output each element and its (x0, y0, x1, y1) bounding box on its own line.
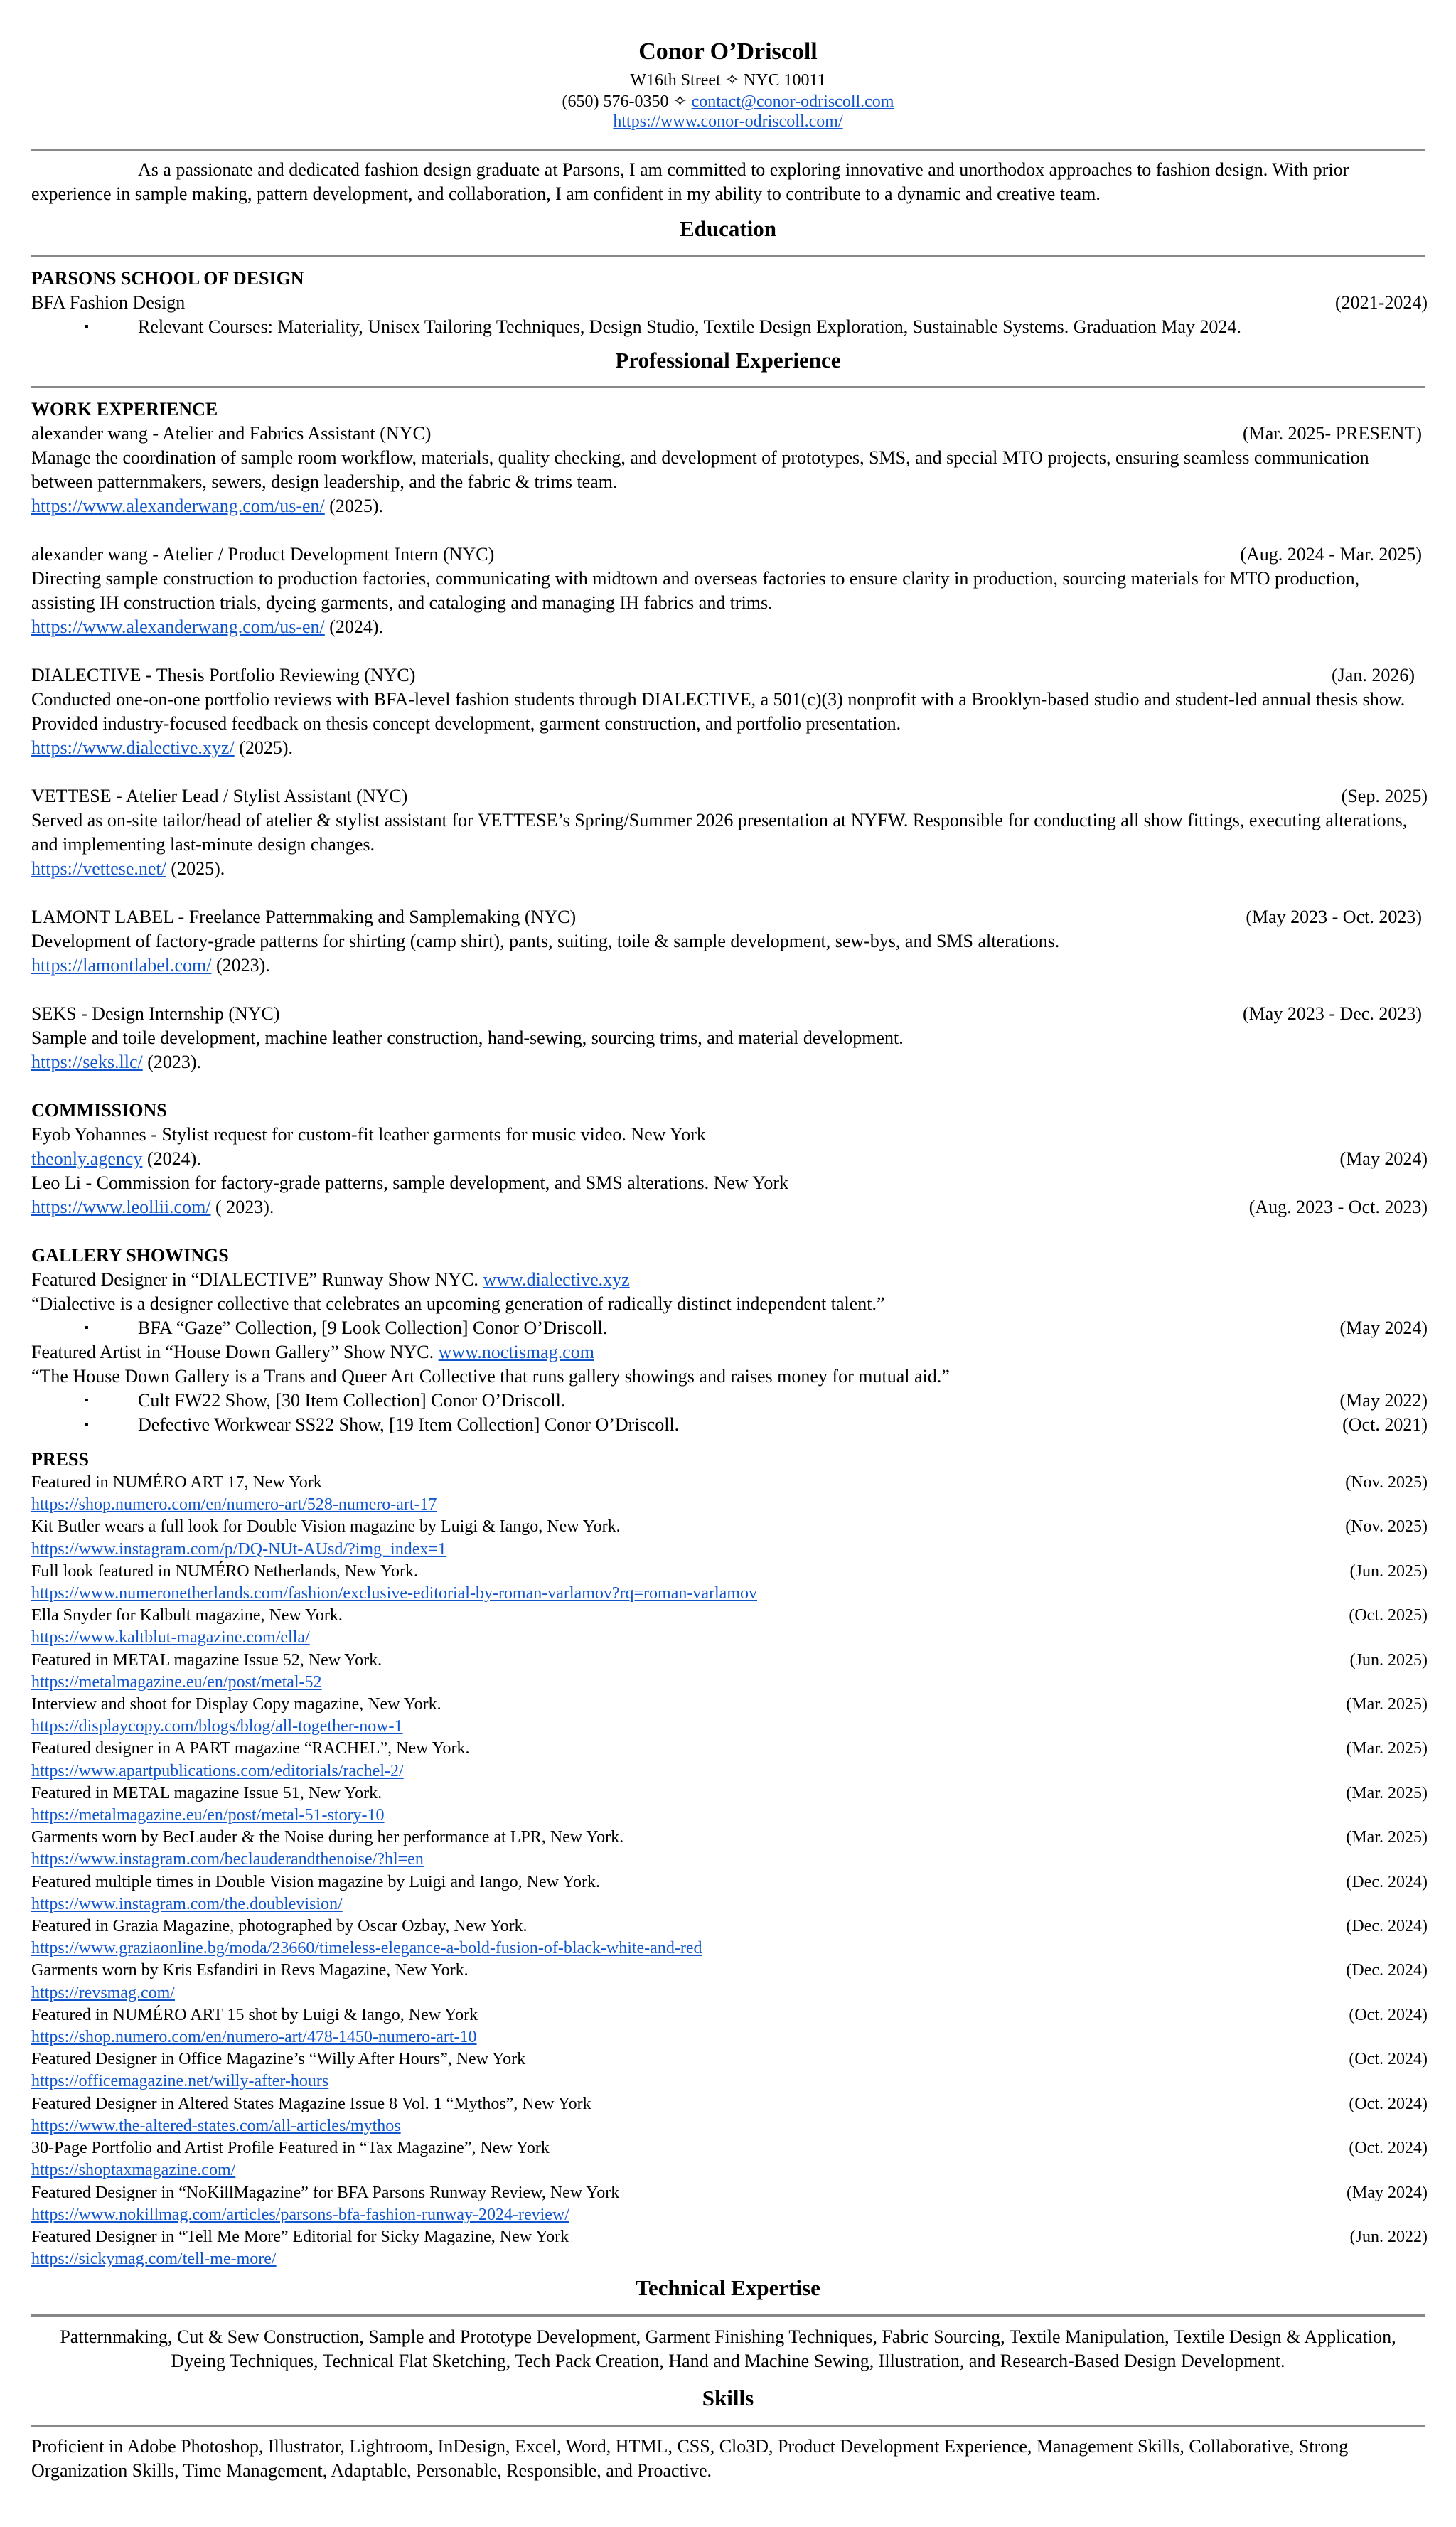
press-dates: (Dec. 2024) (1346, 1917, 1428, 1936)
press-text: Featured multiple times in Double Vision magazine by Luigi and Iango, New York. (31, 1872, 600, 1891)
press-text: Ella Snyder for Kalbult magazine, New York. (31, 1606, 343, 1625)
press-link[interactable]: https://metalmagazine.eu/en/post/metal-52 (31, 1672, 322, 1692)
job-description: Conducted one-on-one portfolio reviews with BFA-level fashion students through DIALECTIVE, a 501(c)(3) nonprofit with a Brooklyn-based studio and student-led annual thesis show. Provided industry-focused feedback on thesis concept development, garment construction, and portfolio presentation. (31, 689, 1406, 734)
job-year: (2024). (324, 616, 384, 637)
commissions-heading: COMMISSIONS (31, 1100, 167, 1121)
press-link[interactable]: https://officemagazine.net/willy-after-hours (31, 2072, 329, 2091)
job-role: alexander wang - Atelier and Fabrics Assistant (NYC) (31, 423, 432, 444)
press-entry (31, 1472, 1428, 1516)
address-line: W16th Street ✧ NYC 10011 (630, 71, 826, 90)
courses-bullet (31, 315, 1428, 339)
press-entry (31, 1827, 1428, 1871)
job-role: SEKS - Design Internship (NYC) (31, 1003, 280, 1024)
job-year: (2025). (234, 737, 294, 758)
press-text: Garments worn by Kris Esfandiri in Revs Magazine, New York. (31, 1961, 469, 1980)
divider (31, 255, 1425, 257)
gallery-item (31, 1389, 1428, 1413)
press-dates: (Dec. 2024) (1346, 1872, 1428, 1891)
gallery-item-dates: (May 2024) (1339, 1318, 1428, 1338)
gallery-link[interactable]: www.dialective.xyz (483, 1269, 630, 1290)
degree-row (31, 291, 1428, 315)
press-dates: (Nov. 2025) (1345, 1473, 1428, 1492)
press-text: Featured designer in A PART magazine “RACHEL”, New York. (31, 1739, 470, 1758)
gallery-item-text: ▪ Cult FW22 Show, [30 Item Collection] Conor O’Driscoll. (138, 1390, 566, 1411)
job-dates: (May 2023 - Dec. 2023) (1243, 1003, 1422, 1024)
press-link[interactable]: https://www.instagram.com/beclauderandthenoise/?hl=en (31, 1850, 424, 1869)
gallery-item (31, 1316, 1428, 1340)
experience-block (31, 397, 1428, 1437)
gallery-item (31, 1413, 1428, 1437)
press-text: 30-Page Portfolio and Artist Profile Featured in “Tax Magazine”, New York (31, 2139, 550, 2158)
education-block (31, 267, 1428, 339)
press-entry (31, 1694, 1428, 1738)
press-link[interactable]: https://shoptaxmagazine.com/ (31, 2161, 236, 2180)
press-link[interactable]: https://www.numeronetherlands.com/fashion/exclusive-editorial-by-roman-varlamov?rq=roman-varlamov (31, 1584, 757, 1603)
job-description: Development of factory-grade patterns for shirting (camp shirt), pants, suiting, toile & sample development, sew-bys, and SMS alterations. (31, 931, 1060, 951)
commission-year: (2024). (142, 1148, 201, 1169)
press-dates: (Mar. 2025) (1346, 1828, 1428, 1847)
press-link[interactable]: https://www.graziaonline.bg/moda/23660/timeless-elegance-a-bold-fusion-of-black-white-and-red (31, 1939, 702, 1958)
press-entry (31, 1650, 1428, 1694)
gallery-heading: GALLERY SHOWINGS (31, 1245, 229, 1266)
commission-dates: (May 2024) (1339, 1148, 1428, 1169)
commission-link[interactable]: theonly.agency (31, 1148, 143, 1169)
press-entry (31, 2182, 1428, 2226)
press-text: Interview and shoot for Display Copy magazine, New York. (31, 1695, 441, 1714)
press-link[interactable]: https://revsmag.com/ (31, 1983, 175, 2002)
press-text: Featured in NUMÉRO ART 17, New York (31, 1473, 322, 1492)
website-line (0, 112, 1456, 132)
divider (31, 2425, 1425, 2427)
press-link[interactable]: https://metalmagazine.eu/en/post/metal-51-story-10 (31, 1806, 385, 1825)
press-link[interactable]: https://sickymag.com/tell-me-more/ (31, 2250, 277, 2269)
job-role: alexander wang - Atelier / Product Development Intern (NYC) (31, 544, 495, 565)
commission-dates: (Aug. 2023 - Oct. 2023) (1248, 1197, 1428, 1217)
press-text: Featured Designer in Office Magazine’s “Willy After Hours”, New York (31, 2050, 526, 2069)
gallery-title: Featured Artist in “House Down Gallery” Show NYC. (31, 1342, 439, 1362)
press-text: Featured in METAL magazine Issue 52, New York. (31, 1650, 382, 1669)
divider (31, 2314, 1425, 2317)
job-dates: (Sep. 2025) (1341, 786, 1428, 806)
press-entry (31, 1871, 1428, 1916)
commission-year: ( 2023). (210, 1197, 274, 1217)
press-dates: (Dec. 2024) (1346, 1961, 1428, 1980)
job-year: (2025). (324, 496, 384, 516)
job-dates: (Mar. 2025- PRESENT) (1242, 423, 1422, 444)
press-entry (31, 1605, 1428, 1649)
press-link[interactable]: https://shop.numero.com/en/numero-art/528-numero-art-17 (31, 1495, 437, 1514)
job-role: VETTESE - Atelier Lead / Stylist Assistant (NYC) (31, 786, 408, 806)
job-entry (31, 905, 1428, 978)
job-year: (2025). (166, 858, 225, 879)
press-text: Featured Designer in Altered States Magazine Issue 8 Vol. 1 “Mythos”, New York (31, 2094, 592, 2113)
press-dates: (May 2024) (1347, 2183, 1428, 2202)
press-text: Full look featured in NUMÉRO Netherlands, New York. (31, 1561, 418, 1581)
press-text: Featured in Grazia Magazine, photographed by Oscar Ozbay, New York. (31, 1917, 528, 1936)
press-entry (31, 1916, 1428, 1960)
press-text: Featured Designer in “NoKillMagazine” for BFA Parsons Runway Review, New York (31, 2183, 620, 2202)
job-entry (31, 784, 1428, 881)
experience-title: Professional Experience (615, 348, 841, 373)
press-dates: (Jun. 2025) (1349, 1650, 1428, 1669)
job-link[interactable]: https://www.alexanderwang.com/us-en/ (31, 496, 325, 516)
school-name: PARSONS SCHOOL OF DESIGN (31, 268, 304, 289)
divider (31, 149, 1425, 151)
skills-text: Proficient in Adobe Photoshop, Illustrator, Lightroom, InDesign, Excel, Word, HTML, CSS, Clo3D, Product Development Experience, Management Skills, Collaborative, Strong Organization Skills, Time Management, Adaptable, Personable, Responsible, and Proactive. (31, 2436, 1349, 2481)
press-entry (31, 1783, 1428, 1827)
job-link[interactable]: https://www.dialective.xyz/ (31, 737, 235, 758)
job-link[interactable]: https://vettese.net/ (31, 858, 166, 879)
press-dates: (Oct. 2024) (1349, 2139, 1428, 2158)
candidate-name: Conor O’Driscoll (638, 38, 818, 65)
education-title: Education (679, 216, 777, 241)
courses: ▪ Relevant Courses: Materiality, Unisex Tailoring Techniques, Design Studio, Textile Design Exploration, Sustainable Systems. Graduation May 2024. (138, 316, 1241, 337)
job-role: DIALECTIVE - Thesis Portfolio Reviewing (NYC) (31, 665, 416, 685)
contact-line (0, 91, 1456, 112)
skills-title: Skills (702, 2386, 754, 2410)
job-entry (31, 1002, 1428, 1074)
press-entry (31, 2093, 1428, 2137)
press-link[interactable]: https://www.apartpublications.com/editorials/rachel-2/ (31, 1761, 404, 1780)
press-text: Featured in METAL magazine Issue 51, New York. (31, 1783, 382, 1802)
press-entry (31, 2048, 1428, 2093)
commission-entry (31, 1171, 1428, 1219)
press-block (31, 1448, 1428, 2270)
job-description: Served as on-site tailor/head of atelier & stylist assistant for VETTESE’s Spring/Summer 2026 presentation at NYFW. Responsible for conducting all show fittings, executing alterations, and implementing last-minute design changes. (31, 810, 1408, 855)
press-link[interactable]: https://displaycopy.com/blogs/blog/all-together-now-1 (31, 1717, 403, 1736)
job-year: (2023). (142, 1052, 202, 1072)
job-description: Directing sample construction to production factories, communicating with midtown and overseas factories to ensure clarity in production, sourcing materials for MTO production, assisting IH construction trials, dyeing garments, and cataloging and managing IH fabrics and trims. (31, 568, 1360, 613)
job-link[interactable]: https://seks.llc/ (31, 1052, 143, 1072)
press-entry (31, 2226, 1428, 2270)
degree-dates: (2021-2024) (1335, 292, 1428, 313)
press-dates: (Oct. 2025) (1349, 1606, 1428, 1625)
job-link[interactable]: https://lamontlabel.com/ (31, 955, 212, 976)
gallery-item-text: ▪ Defective Workwear SS22 Show, [19 Item Collection] Conor O’Driscoll. (138, 1414, 680, 1435)
press-list (31, 1472, 1428, 2270)
email-link[interactable]: contact@conor-odriscoll.com (691, 92, 894, 111)
press-link[interactable]: https://www.instagram.com/p/DQ-NUt-AUsd/?img_index=1 (31, 1539, 446, 1559)
commission-text: Leo Li - Commission for factory-grade patterns, sample development, and SMS alterations. New York (31, 1172, 789, 1193)
job-role: LAMONT LABEL - Freelance Patternmaking and Samplemaking (NYC) (31, 907, 577, 927)
press-text: Kit Butler wears a full look for Double Vision magazine by Luigi & Iango, New York. (31, 1517, 621, 1537)
gallery-link[interactable]: www.noctismag.com (438, 1342, 594, 1362)
commission-link[interactable]: https://www.leollii.com/ (31, 1197, 211, 1217)
press-link[interactable]: https://www.nokillmag.com/articles/parsons-bfa-fashion-runway-2024-review/ (31, 2205, 569, 2224)
job-dates: (Jan. 2026) (1332, 665, 1415, 685)
press-dates: (Oct. 2024) (1349, 2005, 1428, 2024)
press-dates: (Jun. 2022) (1349, 2227, 1428, 2246)
gallery-item-text: ▪ BFA “Gaze” Collection, [9 Look Collection] Conor O’Driscoll. (138, 1318, 608, 1338)
press-text: Featured Designer in “Tell Me More” Editorial for Sicky Magazine, New York (31, 2227, 569, 2246)
press-link[interactable]: https://shop.numero.com/en/numero-art/478-1450-numero-art-10 (31, 2028, 477, 2047)
gallery-entry (31, 1340, 1428, 1437)
degree: BFA Fashion Design (31, 292, 186, 313)
technical-text: Patternmaking, Cut & Sew Construction, Sample and Prototype Development, Garment Finishing Techniques, Fabric Sourcing, Textile Manipulation, Textile Design & Application, Dyeing Techniques, Technical Flat Sketching, Tech Pack Creation, Hand and Machine Sewing, Illustration, and Research-Based Design Development. (60, 2326, 1396, 2371)
divider (31, 386, 1425, 388)
press-entry (31, 1738, 1428, 1782)
press-entry (31, 1516, 1428, 1560)
press-dates: (Mar. 2025) (1346, 1695, 1428, 1714)
press-entry (31, 1960, 1428, 2004)
job-year: (2023). (211, 955, 270, 976)
press-heading: PRESS (31, 1449, 89, 1470)
press-dates: (Oct. 2024) (1349, 2050, 1428, 2069)
summary: As a passionate and dedicated fashion design graduate at Parsons, I am committed to exploring innovative and unorthodox approaches to fashion design. With prior experience in sample making, pattern development, and collaboration, I am confident in my ability to contribute to a dynamic and creative team. (31, 159, 1349, 204)
press-dates: (Jun. 2025) (1349, 1561, 1428, 1581)
press-dates: (Nov. 2025) (1345, 1517, 1428, 1537)
job-description: Manage the coordination of sample room workflow, materials, quality checking, and development of prototypes, SMS, and special MTO projects, ensuring seamless communication between patternmakers, sewers, design leadership, and the fabric & trims team. (31, 447, 1369, 492)
phone: (650) 576-0350 ✧ (562, 92, 687, 111)
gallery-quote: “Dialective is a designer collective that celebrates an upcoming generation of radically distinct independent talent.” (31, 1293, 885, 1314)
job-entry (31, 543, 1428, 639)
technical-title: Technical Expertise (636, 2275, 820, 2300)
job-entry (31, 663, 1428, 760)
press-entry (31, 2137, 1428, 2181)
job-dates: (May 2023 - Oct. 2023) (1246, 907, 1422, 927)
gallery-item-dates: (May 2022) (1339, 1390, 1428, 1411)
press-link[interactable]: https://www.the-altered-states.com/all-articles/mythos (31, 2116, 401, 2135)
press-link[interactable]: https://www.instagram.com/the.doublevision/ (31, 1894, 343, 1913)
press-link[interactable]: https://www.kaltblut-magazine.com/ella/ (31, 1628, 310, 1647)
press-entry (31, 1561, 1428, 1605)
gallery-entry (31, 1268, 1428, 1340)
press-dates: (Mar. 2025) (1346, 1739, 1428, 1758)
gallery-quote: “The House Down Gallery is a Trans and Queer Art Collective that runs gallery showings and raises money for mutual aid.” (31, 1366, 950, 1387)
commission-entry (31, 1123, 1428, 1171)
gallery-item-dates: (Oct. 2021) (1342, 1414, 1428, 1435)
job-link[interactable]: https://www.alexanderwang.com/us-en/ (31, 616, 325, 637)
press-dates: (Mar. 2025) (1346, 1783, 1428, 1802)
press-text: Garments worn by BecLauder & the Noise during her performance at LPR, New York. (31, 1828, 624, 1847)
job-dates: (Aug. 2024 - Mar. 2025) (1240, 544, 1422, 565)
press-entry (31, 2004, 1428, 2048)
press-dates: (Oct. 2024) (1349, 2094, 1428, 2113)
job-entry (31, 422, 1428, 518)
work-heading: WORK EXPERIENCE (31, 399, 218, 420)
website-link[interactable]: https://www.conor-odriscoll.com/ (613, 112, 843, 131)
press-text: Featured in NUMÉRO ART 15 shot by Luigi & Iango, New York (31, 2005, 478, 2024)
gallery-title: Featured Designer in “DIALECTIVE” Runway Show NYC. (31, 1269, 483, 1290)
job-description: Sample and toile development, machine leather construction, hand-sewing, sourcing trims, and material development. (31, 1027, 904, 1048)
commission-text: Eyob Yohannes - Stylist request for custom-fit leather garments for music video. New York (31, 1124, 706, 1145)
